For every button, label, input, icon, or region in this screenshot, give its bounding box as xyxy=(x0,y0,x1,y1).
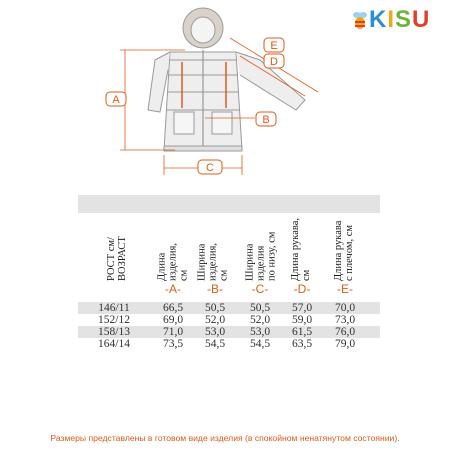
table-row xyxy=(78,338,380,350)
value-cell: 50,5 xyxy=(249,302,271,314)
letter-c: -C- xyxy=(251,282,269,296)
size-cell: 158/13 xyxy=(98,326,130,338)
label-a-tag xyxy=(106,92,126,106)
value-cell: 71,0 xyxy=(162,326,184,338)
letter-a: -A- xyxy=(165,282,181,296)
column-header-a: Длина изделия, см xyxy=(156,243,190,281)
column-letters xyxy=(0,282,450,296)
value-cell: 50,5 xyxy=(204,302,226,314)
value-cell: 61,5 xyxy=(291,326,313,338)
footnote: Размеры представлены в готовом виде изделия (в спокойном ненатянутом состоянии). xyxy=(50,433,400,443)
value-cell: 54,5 xyxy=(249,338,271,350)
column-header-b: Ширина изделия, см xyxy=(196,243,230,281)
table-row xyxy=(78,302,380,314)
label-c-tag xyxy=(198,160,222,174)
value-cell: 52,0 xyxy=(204,314,226,326)
column-header-e: Длина рукава с плечом, см xyxy=(333,220,355,281)
value-cell: 59,0 xyxy=(291,314,313,326)
logo-letter-s: S xyxy=(395,6,412,33)
table-header-band xyxy=(78,195,380,213)
value-cell: 66,5 xyxy=(162,302,184,314)
value-cell: 73,0 xyxy=(334,314,356,326)
label-b-tag xyxy=(256,112,276,126)
size-cell: 164/14 xyxy=(98,338,130,350)
logo-letter-k: K xyxy=(369,6,387,33)
value-cell: 54,5 xyxy=(204,338,226,350)
value-cell: 53,0 xyxy=(204,326,226,338)
value-cell: 52,0 xyxy=(249,314,271,326)
column-header-d: Длина рукава, см xyxy=(290,218,312,281)
column-header-c: Ширина изделия по низу, см xyxy=(244,231,278,281)
logo-letter-u: U xyxy=(412,6,430,33)
letter-d: -D- xyxy=(293,282,311,296)
label-b: B xyxy=(262,114,270,126)
value-cell: 73,5 xyxy=(162,338,184,350)
label-a: A xyxy=(112,94,120,106)
size-cell: 152/12 xyxy=(98,314,130,326)
label-e-tag xyxy=(264,38,284,52)
logo-letter-i: I xyxy=(387,6,395,33)
letter-b: -B- xyxy=(207,282,223,296)
value-cell: 57,0 xyxy=(291,302,313,314)
value-cell: 53,0 xyxy=(249,326,271,338)
value-cell: 76,0 xyxy=(334,326,356,338)
size-cell: 146/11 xyxy=(98,302,130,314)
value-cell: 63,5 xyxy=(291,338,313,350)
table-row xyxy=(78,314,380,326)
label-e: E xyxy=(270,40,278,52)
table-row xyxy=(78,326,380,338)
label-d-tag xyxy=(264,54,284,68)
letter-e: -E- xyxy=(337,282,353,296)
jacket-measurement-diagram xyxy=(0,0,450,190)
jacket-illustration xyxy=(148,8,305,151)
label-c: C xyxy=(206,162,214,174)
label-d: D xyxy=(270,56,278,68)
size-column-header: РОСТ см/ ВОЗРАСТ xyxy=(106,236,128,281)
value-cell: 69,0 xyxy=(162,314,184,326)
value-cell: 79,0 xyxy=(334,338,356,350)
value-cell: 70,0 xyxy=(334,302,356,314)
